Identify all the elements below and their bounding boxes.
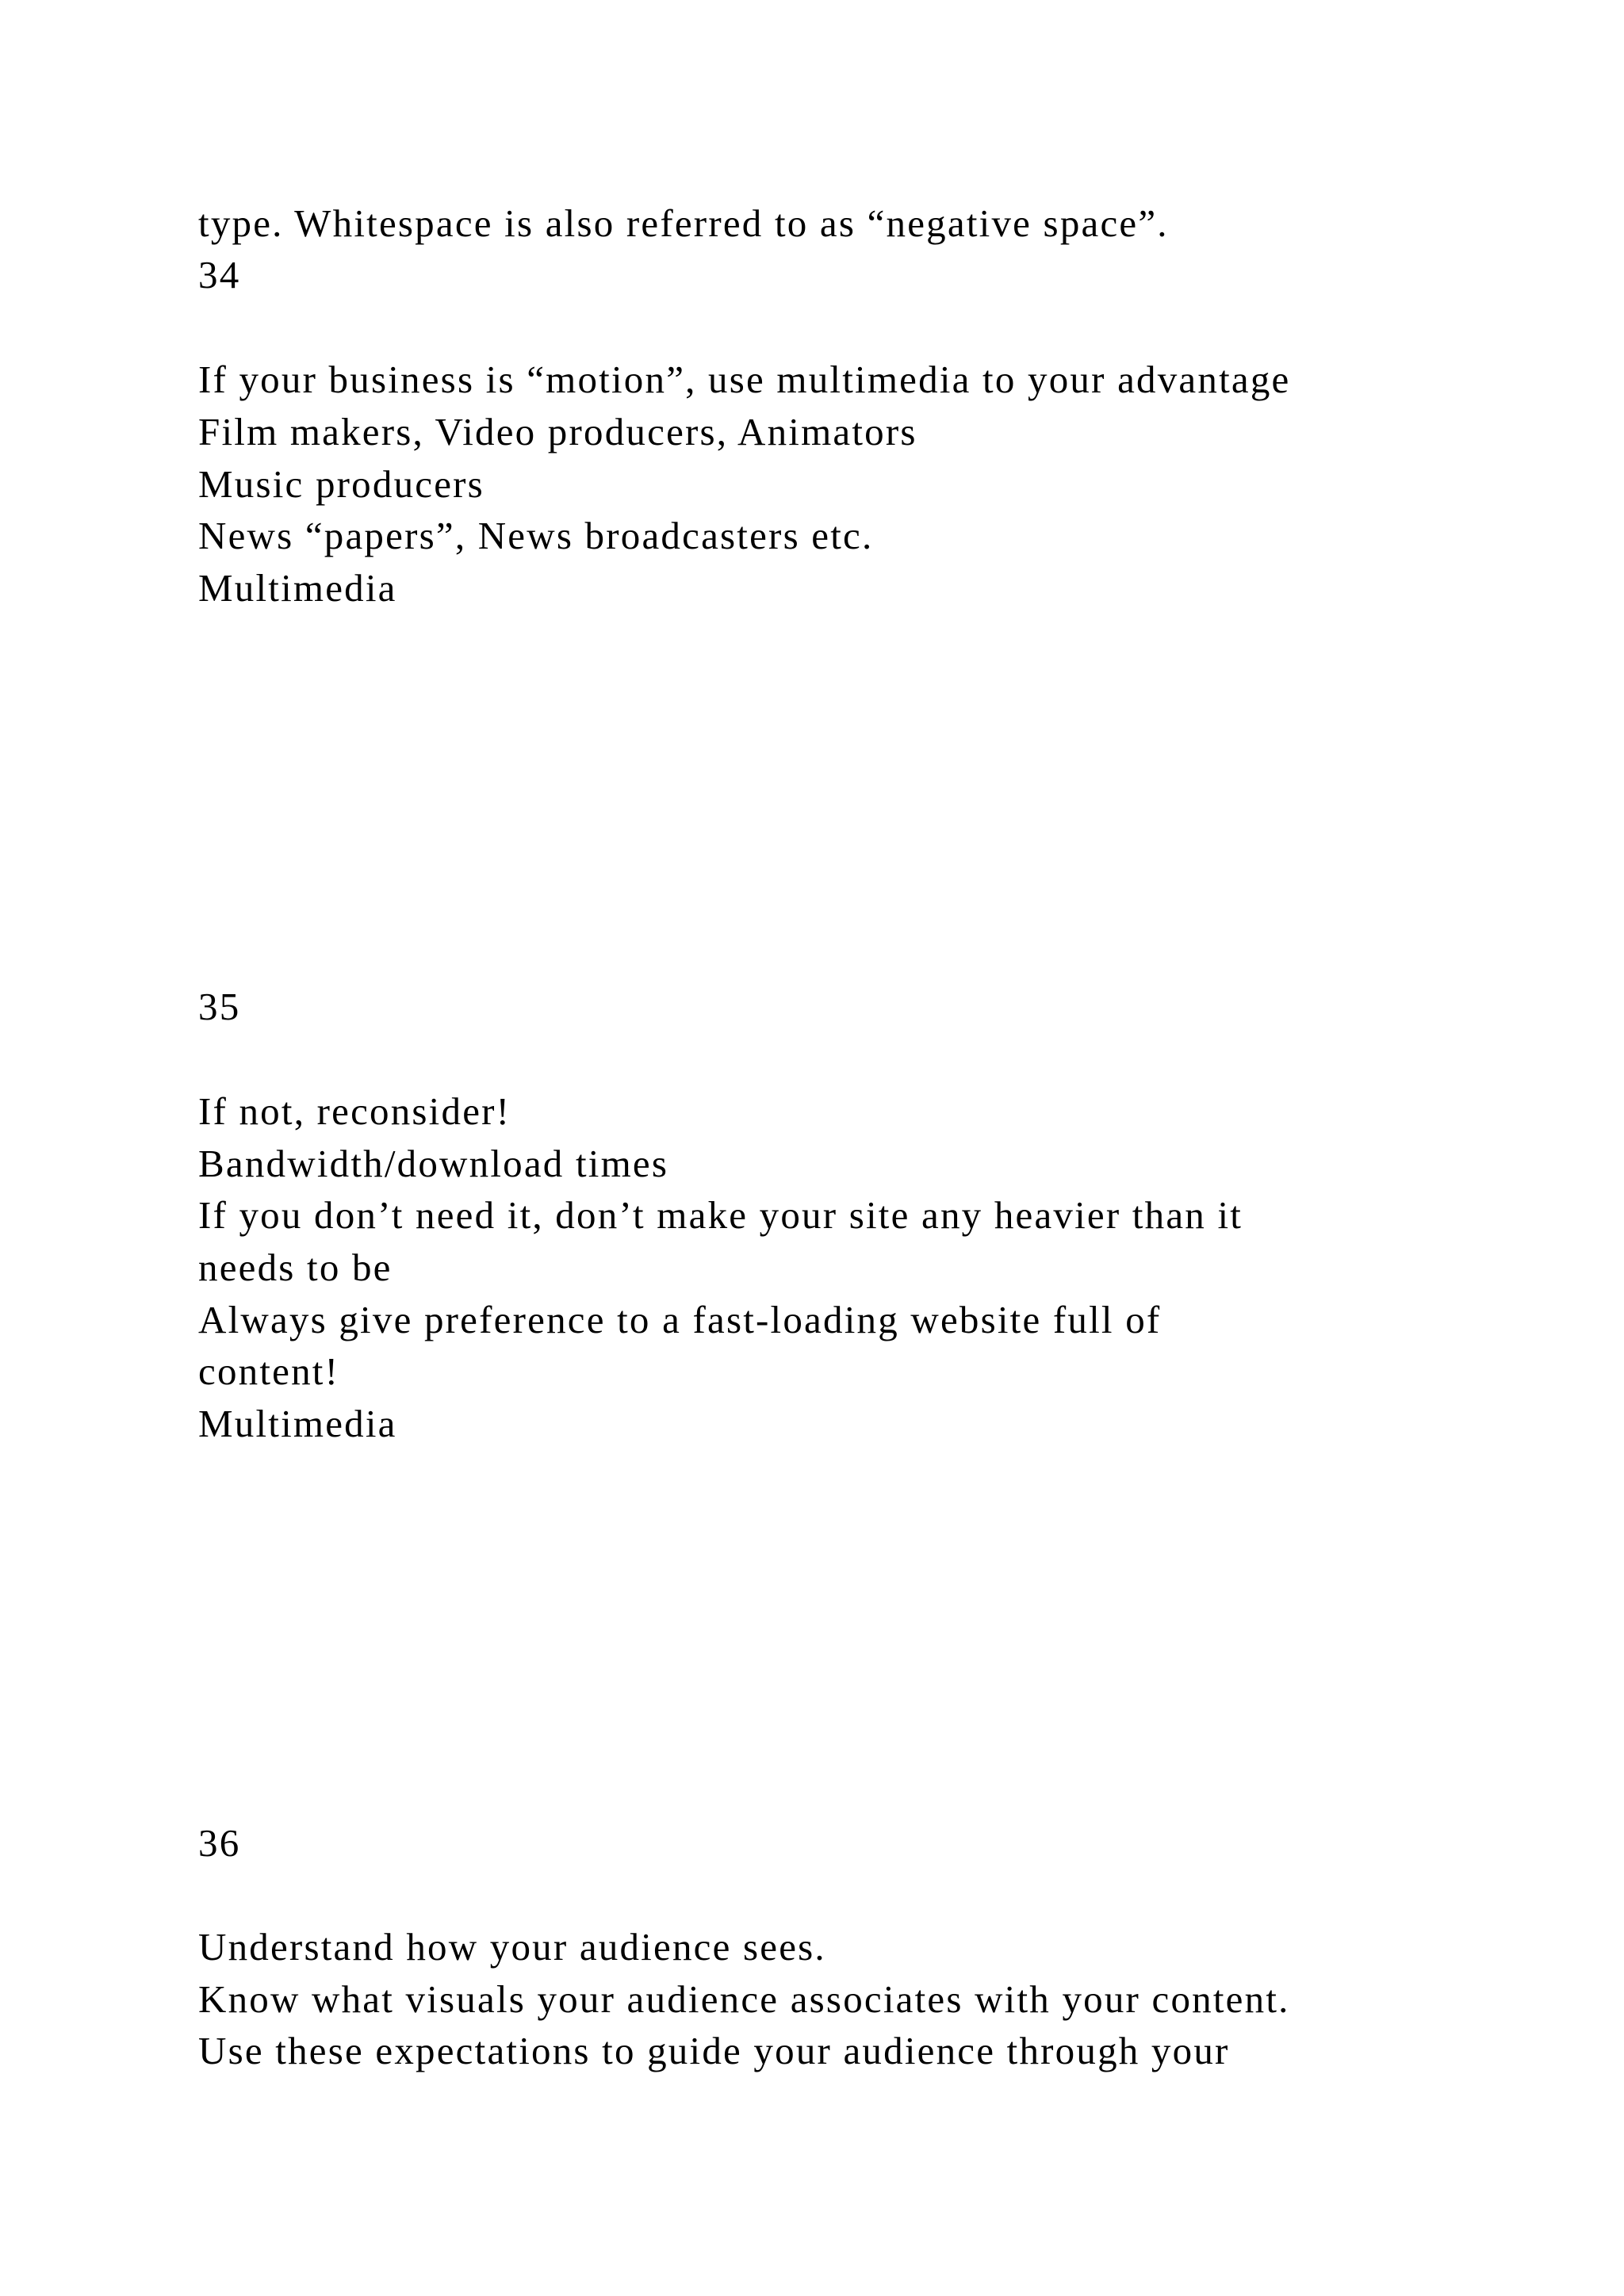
text-line: needs to be	[198, 1246, 393, 1289]
text-line: If your business is “motion”, use multimedia to your advantage	[198, 358, 1291, 401]
text-line: If not, reconsider!	[198, 1089, 511, 1133]
slide-title: Multimedia	[198, 566, 397, 610]
text-line: Bandwidth/download times	[198, 1142, 669, 1185]
slide-number: 34	[198, 253, 241, 297]
text-line: Music producers	[198, 462, 485, 506]
slide-number: 35	[198, 985, 241, 1028]
text-line: Understand how your audience sees.	[198, 1925, 826, 1969]
slide-title: Multimedia	[198, 1402, 397, 1445]
text-line: Film makers, Video producers, Animators	[198, 410, 917, 453]
text-line: Always give preference to a fast-loading website full of	[198, 1298, 1162, 1341]
text-line: content!	[198, 1349, 340, 1393]
text-line: If you don’t need it, don’t make your site any heavier than it	[198, 1193, 1243, 1237]
text-line: Know what visuals your audience associates with your content.	[198, 1977, 1290, 2021]
text-line: Use these expectations to guide your audience through your	[198, 2029, 1230, 2072]
text-line: News “papers”, News broadcasters etc.	[198, 514, 874, 557]
text-line: type. Whitespace is also referred to as “negative space”.	[198, 201, 1169, 245]
slide-number: 36	[198, 1821, 241, 1865]
